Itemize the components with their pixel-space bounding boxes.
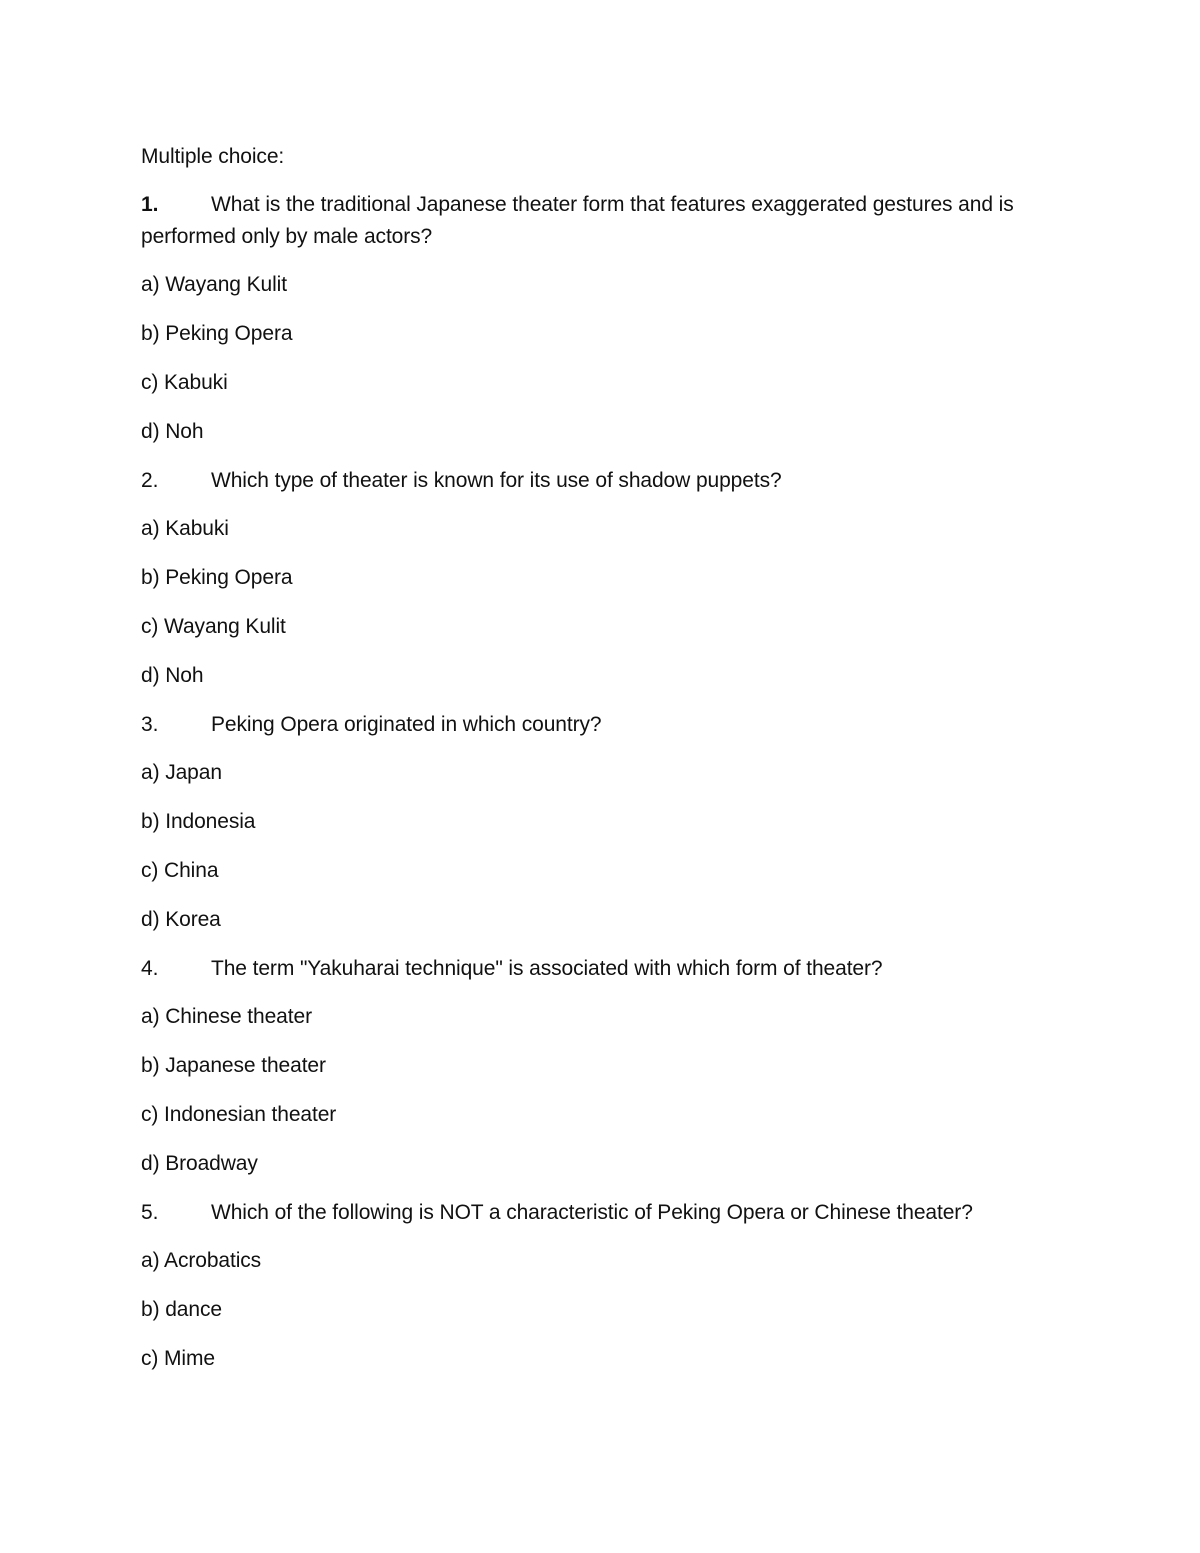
answer-option: d) Noh: [141, 664, 204, 687]
answer-option: d) Broadway: [141, 1152, 258, 1175]
answer-option: b) Japanese theater: [141, 1054, 326, 1077]
question-block-1: [141, 189, 1059, 448]
question-5: [141, 1197, 1059, 1229]
question-number: 5.: [141, 1201, 159, 1224]
answer-option: c) Kabuki: [141, 371, 228, 394]
answer-option: c) Mime: [141, 1347, 215, 1370]
question-block-3: [141, 709, 1059, 936]
answer-option: b) Peking Opera: [141, 322, 293, 345]
question-text: Which type of theater is known for its use of shadow puppets?: [211, 469, 782, 492]
answer-option: a) Wayang Kulit: [141, 273, 287, 296]
answer-option: d) Noh: [141, 420, 204, 443]
question-text: What is the traditional Japanese theater form that features exaggerated gestures and is performed only by male actors?: [141, 193, 1014, 248]
question-4: [141, 953, 1059, 985]
answer-option: a) Kabuki: [141, 517, 229, 540]
question-block-2: [141, 465, 1059, 692]
question-1: [141, 189, 1059, 253]
answer-option: a) Chinese theater: [141, 1005, 312, 1028]
question-number: 3.: [141, 713, 159, 736]
answer-option: c) Indonesian theater: [141, 1103, 337, 1126]
answer-option: a) Japan: [141, 761, 222, 784]
answer-option: b) Indonesia: [141, 810, 256, 833]
question-block-5: [141, 1197, 1059, 1375]
question-number: 2.: [141, 469, 159, 492]
question-text: Peking Opera originated in which country?: [211, 713, 602, 736]
question-3: [141, 709, 1059, 741]
question-2: [141, 465, 1059, 497]
answer-option: a) Acrobatics: [141, 1249, 262, 1272]
question-text: Which of the following is NOT a characteristic of Peking Opera or Chinese theater?: [211, 1201, 973, 1224]
section-heading: Multiple choice:: [141, 145, 285, 168]
answer-option: d) Korea: [141, 908, 221, 931]
answer-option: b) Peking Opera: [141, 566, 293, 589]
question-number: 4.: [141, 957, 159, 980]
question-text: The term "Yakuharai technique" is associated with which form of theater?: [211, 957, 883, 980]
question-number: 1.: [141, 193, 159, 216]
answer-option: c) Wayang Kulit: [141, 615, 286, 638]
answer-option: b) dance: [141, 1298, 222, 1321]
answer-option: c) China: [141, 859, 219, 882]
document-content: [141, 141, 1059, 1392]
question-block-4: [141, 953, 1059, 1180]
